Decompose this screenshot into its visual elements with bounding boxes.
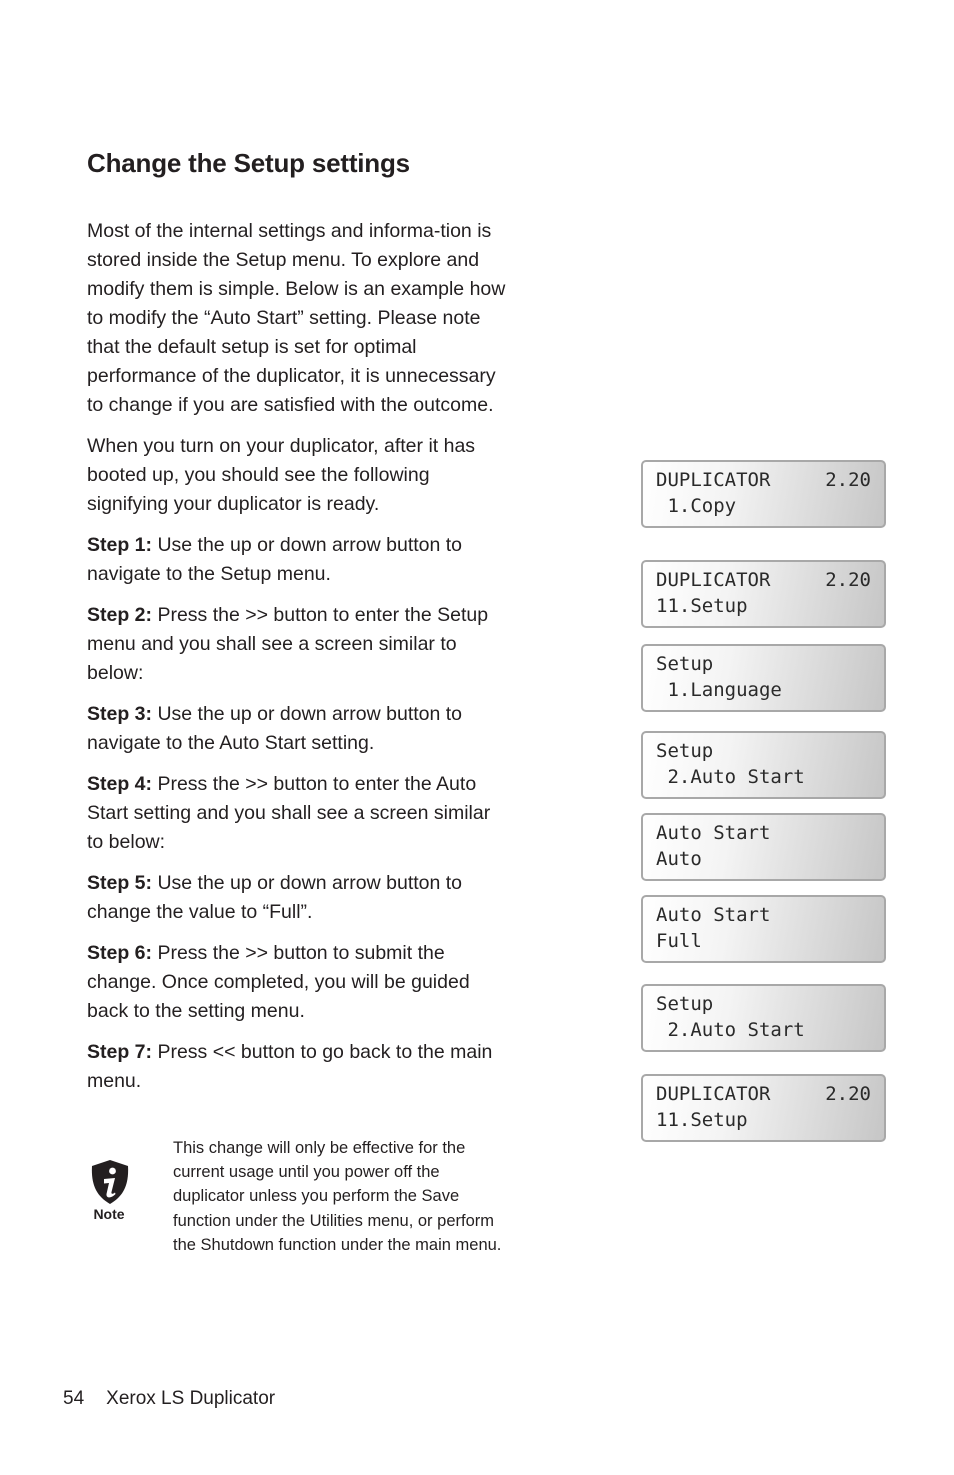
note-label: Note [93, 1206, 125, 1222]
lcd-line-2: 2.Auto Start [656, 1019, 805, 1041]
lcd-screen-main-menu-return [641, 1074, 886, 1142]
lcd-line-2: 1.Copy [656, 495, 737, 517]
instructions-column [87, 217, 507, 1108]
info-note-icon [87, 1158, 133, 1222]
step-3 [87, 700, 507, 758]
lcd-line-1: Auto Start [656, 822, 771, 844]
lcd-line-2: 1.Language [656, 679, 782, 701]
lcd-version: 2.20 [825, 569, 871, 591]
note-text: This change will only be effective for the current usage until you power off the duplicator unless you perform the Save function under the Utilities menu, or perform the Shutdown function under the main menu. [173, 1139, 502, 1254]
step-label: Step 2: [87, 604, 153, 626]
lcd-line-1: DUPLICATOR [656, 469, 771, 491]
step-text: Press the >> button to enter the Setup menu and you shall see a screen similar to below: [87, 604, 489, 684]
lcd-line-1: Setup [656, 993, 714, 1015]
product-name: Xerox LS Duplicator [106, 1388, 276, 1409]
step-label: Step 6: [87, 942, 153, 964]
lcd-screen-auto-start-full [641, 895, 886, 963]
lcd-version: 2.20 [825, 469, 871, 491]
step-2 [87, 601, 507, 688]
note-box [87, 1136, 507, 1286]
step-7 [87, 1038, 507, 1096]
lcd-line-1: Setup [656, 740, 714, 762]
lcd-line-1: DUPLICATOR [656, 569, 771, 591]
page-title: Change the Setup settings [87, 148, 410, 178]
lcd-line-1: DUPLICATOR [656, 1083, 771, 1105]
step-text: Use the up or down arrow button to change the value to “Full”. [87, 872, 463, 923]
step-text: Use the up or down arrow button to navigate to the Auto Start setting. [87, 703, 463, 754]
boot-paragraph: When you turn on your duplicator, after it has booted up, you should see the following signifying your duplicator is ready. [87, 435, 476, 515]
lcd-line-2: Auto [656, 848, 702, 870]
step-6 [87, 939, 507, 1026]
intro-paragraph: Most of the internal settings and informa-tion is stored inside the Setup menu. To explore and modify them is simple. Below is an example how to modify the “Auto Start” setting. Please note that the default setup is set for optimal performance of the duplicator, it is unnecessary to change if you are satisfied with the outcome. [87, 220, 506, 416]
step-text: Press << button to go back to the main menu. [87, 1041, 493, 1092]
step-1 [87, 531, 507, 589]
lcd-screen-setup-menu [641, 560, 886, 628]
step-label: Step 5: [87, 872, 153, 894]
lcd-screen-auto-start-auto [641, 813, 886, 881]
page-number: 54 [63, 1388, 85, 1409]
step-text: Press the >> button to submit the change. Once completed, you will be guided back to the setting menu. [87, 942, 470, 1022]
lcd-screen-setup-auto-start-return [641, 984, 886, 1052]
step-label: Step 4: [87, 773, 153, 795]
lcd-screen-setup-auto-start [641, 731, 886, 799]
lcd-line-2: 11.Setup [656, 1109, 748, 1131]
step-label: Step 7: [87, 1041, 153, 1063]
lcd-line-2: 2.Auto Start [656, 766, 805, 788]
step-5 [87, 869, 507, 927]
step-4 [87, 770, 507, 857]
lcd-screen-setup-language [641, 644, 886, 712]
step-label: Step 1: [87, 534, 153, 556]
lcd-line-2: 11.Setup [656, 595, 748, 617]
lcd-version: 2.20 [825, 1083, 871, 1105]
lcd-line-1: Setup [656, 653, 714, 675]
lcd-line-2: Full [656, 930, 702, 952]
step-text: Press the >> button to enter the Auto Start setting and you shall see a screen similar to below: [87, 773, 491, 853]
step-text: Use the up or down arrow button to navigate to the Setup menu. [87, 534, 463, 585]
lcd-line-1: Auto Start [656, 904, 771, 926]
step-label: Step 3: [87, 703, 153, 725]
lcd-screen-ready [641, 460, 886, 528]
page-footer [63, 1388, 275, 1410]
